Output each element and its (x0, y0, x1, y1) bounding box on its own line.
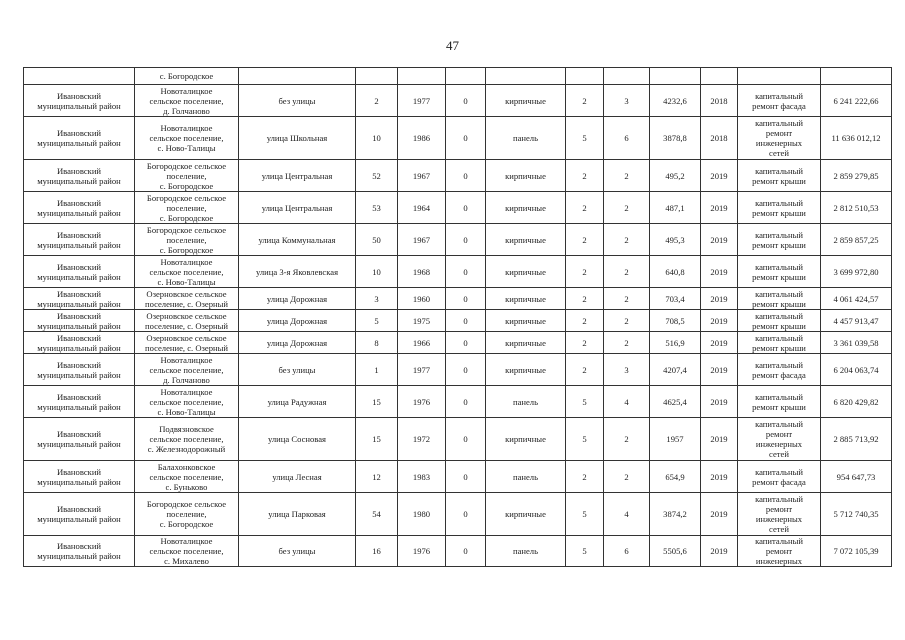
work-type-cell: капитальный ремонт инженерных сетей (738, 418, 821, 461)
cost-cell: 6 241 222,66 (821, 85, 892, 117)
cost-cell: 7 072 105,39 (821, 536, 892, 567)
wall-material-cell (486, 68, 566, 85)
plan-year-cell: 2019 (701, 224, 738, 256)
area-cell: 3874,2 (650, 493, 701, 536)
street-cell (239, 68, 356, 85)
work-type-cell: капитальный ремонт крыши (738, 332, 821, 354)
table-row (24, 310, 892, 332)
page-number: 47 (446, 38, 459, 53)
area-cell: 1957 (650, 418, 701, 461)
zero-value-cell: 0 (446, 256, 486, 288)
plan-year-cell: 2019 (701, 461, 738, 493)
build-year-cell: 1977 (398, 85, 446, 117)
entrances-cell: 2 (604, 418, 650, 461)
work-type-cell: капитальный ремонт инженерных (738, 536, 821, 567)
cost-cell: 6 820 429,82 (821, 386, 892, 418)
work-type-cell: капитальный ремонт фасада (738, 461, 821, 493)
plan-year-cell: 2019 (701, 536, 738, 567)
cost-cell: 4 457 913,47 (821, 310, 892, 332)
table-row (24, 224, 892, 256)
house-number-cell (356, 68, 398, 85)
house-number-cell: 10 (356, 256, 398, 288)
build-year-cell: 1972 (398, 418, 446, 461)
cost-cell: 6 204 063,74 (821, 354, 892, 386)
entrances-cell: 4 (604, 493, 650, 536)
work-type-cell: капитальный ремонт фасада (738, 85, 821, 117)
cost-cell: 2 812 510,53 (821, 192, 892, 224)
house-number-cell: 1 (356, 354, 398, 386)
build-year-cell: 1967 (398, 160, 446, 192)
zero-value-cell: 0 (446, 386, 486, 418)
house-number-cell: 52 (356, 160, 398, 192)
settlement-cell: Богородское сельское поселение, с. Богородское (135, 224, 239, 256)
entrances-cell: 2 (604, 288, 650, 310)
district-cell: Ивановский муниципальный район (24, 192, 135, 224)
district-cell: Ивановский муниципальный район (24, 536, 135, 567)
street-cell: без улицы (239, 536, 356, 567)
table-row (24, 192, 892, 224)
build-year-cell: 1980 (398, 493, 446, 536)
wall-material-cell: кирпичные (486, 493, 566, 536)
work-type-cell: капитальный ремонт крыши (738, 288, 821, 310)
wall-material-cell: панель (486, 461, 566, 493)
table-row (24, 256, 892, 288)
entrances-cell: 6 (604, 117, 650, 160)
house-number-cell: 3 (356, 288, 398, 310)
wall-material-cell: кирпичные (486, 256, 566, 288)
district-cell: Ивановский муниципальный район (24, 418, 135, 461)
floors-cell: 2 (566, 85, 604, 117)
street-cell: улица Школьная (239, 117, 356, 160)
area-cell: 640,8 (650, 256, 701, 288)
zero-value-cell: 0 (446, 418, 486, 461)
settlement-cell: Новоталицкое сельское поселение, с. Ново-Талицы (135, 256, 239, 288)
street-cell: улица Центральная (239, 192, 356, 224)
street-cell: без улицы (239, 354, 356, 386)
area-cell: 4207,4 (650, 354, 701, 386)
floors-cell: 2 (566, 332, 604, 354)
house-number-cell: 15 (356, 418, 398, 461)
table-row (24, 332, 892, 354)
plan-year-cell: 2019 (701, 354, 738, 386)
work-type-cell: капитальный ремонт крыши (738, 310, 821, 332)
zero-value-cell: 0 (446, 160, 486, 192)
district-cell: Ивановский муниципальный район (24, 256, 135, 288)
build-year-cell: 1986 (398, 117, 446, 160)
entrances-cell: 6 (604, 536, 650, 567)
street-cell: улица Коммунальная (239, 224, 356, 256)
house-number-cell: 15 (356, 386, 398, 418)
cost-cell (821, 68, 892, 85)
street-cell: улица Лесная (239, 461, 356, 493)
cost-cell: 954 647,73 (821, 461, 892, 493)
street-cell: улица 3-я Яковлевская (239, 256, 356, 288)
area-cell: 4232,6 (650, 85, 701, 117)
area-cell: 703,4 (650, 288, 701, 310)
floors-cell: 5 (566, 386, 604, 418)
zero-value-cell: 0 (446, 354, 486, 386)
plan-year-cell: 2019 (701, 386, 738, 418)
house-number-cell: 12 (356, 461, 398, 493)
build-year-cell: 1966 (398, 332, 446, 354)
wall-material-cell: кирпичные (486, 224, 566, 256)
table-row (24, 117, 892, 160)
zero-value-cell: 0 (446, 332, 486, 354)
plan-year-cell: 2019 (701, 332, 738, 354)
cost-cell: 2 859 857,25 (821, 224, 892, 256)
zero-value-cell: 0 (446, 117, 486, 160)
build-year-cell: 1976 (398, 536, 446, 567)
settlement-cell: Богородское сельское поселение, с. Богородское (135, 160, 239, 192)
work-type-cell: капитальный ремонт инженерных сетей (738, 493, 821, 536)
work-type-cell (738, 68, 821, 85)
plan-year-cell (701, 68, 738, 85)
area-cell: 4625,4 (650, 386, 701, 418)
table-row (24, 461, 892, 493)
work-type-cell: капитальный ремонт инженерных сетей (738, 117, 821, 160)
wall-material-cell: панель (486, 117, 566, 160)
settlement-cell: Озерновское сельское поселение, с. Озерный (135, 332, 239, 354)
house-number-cell: 2 (356, 85, 398, 117)
street-cell: улица Дорожная (239, 310, 356, 332)
cost-cell: 2 859 279,85 (821, 160, 892, 192)
house-number-cell: 54 (356, 493, 398, 536)
settlement-cell: Новоталицкое сельское поселение, д. Голчаново (135, 85, 239, 117)
district-cell: Ивановский муниципальный район (24, 288, 135, 310)
settlement-cell: Новоталицкое сельское поселение, с. Михалево (135, 536, 239, 567)
house-number-cell: 53 (356, 192, 398, 224)
plan-year-cell: 2018 (701, 85, 738, 117)
entrances-cell: 2 (604, 461, 650, 493)
entrances-cell: 4 (604, 386, 650, 418)
district-cell: Ивановский муниципальный район (24, 85, 135, 117)
settlement-cell: Новоталицкое сельское поселение, с. Ново-Талицы (135, 386, 239, 418)
floors-cell: 2 (566, 310, 604, 332)
wall-material-cell: кирпичные (486, 85, 566, 117)
street-cell: улица Дорожная (239, 288, 356, 310)
cost-cell: 3 699 972,80 (821, 256, 892, 288)
table-row (24, 386, 892, 418)
wall-material-cell: кирпичные (486, 160, 566, 192)
cost-cell: 2 885 713,92 (821, 418, 892, 461)
work-type-cell: капитальный ремонт крыши (738, 386, 821, 418)
work-type-cell: капитальный ремонт крыши (738, 192, 821, 224)
work-type-cell: капитальный ремонт крыши (738, 224, 821, 256)
district-cell: Ивановский муниципальный район (24, 117, 135, 160)
plan-year-cell: 2019 (701, 288, 738, 310)
plan-year-cell: 2018 (701, 117, 738, 160)
cost-cell: 11 636 012,12 (821, 117, 892, 160)
district-cell: Ивановский муниципальный район (24, 332, 135, 354)
street-cell: улица Сосновая (239, 418, 356, 461)
settlement-cell: Новоталицкое сельское поселение, с. Ново-Талицы (135, 117, 239, 160)
area-cell: 487,1 (650, 192, 701, 224)
floors-cell (566, 68, 604, 85)
street-cell: без улицы (239, 85, 356, 117)
house-number-cell: 10 (356, 117, 398, 160)
housing-repair-table (23, 67, 892, 567)
street-cell: улица Парковая (239, 493, 356, 536)
settlement-cell: Балахонковское сельское поселение, с. Буньково (135, 461, 239, 493)
entrances-cell: 2 (604, 224, 650, 256)
table-row (24, 85, 892, 117)
plan-year-cell: 2019 (701, 493, 738, 536)
area-cell (650, 68, 701, 85)
floors-cell: 5 (566, 493, 604, 536)
table-row (24, 160, 892, 192)
wall-material-cell: панель (486, 536, 566, 567)
district-cell: Ивановский муниципальный район (24, 386, 135, 418)
settlement-cell: Богородское сельское поселение, с. Богородское (135, 192, 239, 224)
house-number-cell: 16 (356, 536, 398, 567)
wall-material-cell: кирпичные (486, 288, 566, 310)
house-number-cell: 8 (356, 332, 398, 354)
build-year-cell: 1967 (398, 224, 446, 256)
plan-year-cell: 2019 (701, 160, 738, 192)
wall-material-cell: панель (486, 386, 566, 418)
work-type-cell: капитальный ремонт крыши (738, 256, 821, 288)
area-cell: 495,2 (650, 160, 701, 192)
area-cell: 708,5 (650, 310, 701, 332)
floors-cell: 5 (566, 117, 604, 160)
build-year-cell: 1960 (398, 288, 446, 310)
floors-cell: 2 (566, 192, 604, 224)
build-year-cell: 1983 (398, 461, 446, 493)
table-row (24, 418, 892, 461)
entrances-cell (604, 68, 650, 85)
table-row (24, 68, 892, 85)
wall-material-cell: кирпичные (486, 418, 566, 461)
entrances-cell: 2 (604, 256, 650, 288)
cost-cell: 5 712 740,35 (821, 493, 892, 536)
plan-year-cell: 2019 (701, 418, 738, 461)
table-row (24, 536, 892, 567)
house-number-cell: 5 (356, 310, 398, 332)
table-row (24, 288, 892, 310)
zero-value-cell: 0 (446, 536, 486, 567)
street-cell: улица Центральная (239, 160, 356, 192)
settlement-cell: Подвязновское сельское поселение, с. Железнодорожный (135, 418, 239, 461)
floors-cell: 5 (566, 418, 604, 461)
settlement-cell: Озерновское сельское поселение, с. Озерный (135, 310, 239, 332)
entrances-cell: 2 (604, 160, 650, 192)
district-cell: Ивановский муниципальный район (24, 310, 135, 332)
entrances-cell: 3 (604, 354, 650, 386)
settlement-cell: с. Богородское (135, 68, 239, 85)
zero-value-cell: 0 (446, 493, 486, 536)
district-cell: Ивановский муниципальный район (24, 493, 135, 536)
floors-cell: 2 (566, 160, 604, 192)
build-year-cell (398, 68, 446, 85)
cost-cell: 3 361 039,58 (821, 332, 892, 354)
zero-value-cell: 0 (446, 85, 486, 117)
entrances-cell: 2 (604, 310, 650, 332)
settlement-cell: Богородское сельское поселение, с. Богородское (135, 493, 239, 536)
table-body (24, 68, 892, 567)
build-year-cell: 1964 (398, 192, 446, 224)
build-year-cell: 1976 (398, 386, 446, 418)
area-cell: 495,3 (650, 224, 701, 256)
zero-value-cell: 0 (446, 461, 486, 493)
wall-material-cell: кирпичные (486, 354, 566, 386)
district-cell (24, 68, 135, 85)
zero-value-cell: 0 (446, 224, 486, 256)
zero-value-cell: 0 (446, 288, 486, 310)
work-type-cell: капитальный ремонт фасада (738, 354, 821, 386)
work-type-cell: капитальный ремонт крыши (738, 160, 821, 192)
street-cell: улица Дорожная (239, 332, 356, 354)
district-cell: Ивановский муниципальный район (24, 224, 135, 256)
floors-cell: 5 (566, 536, 604, 567)
floors-cell: 2 (566, 224, 604, 256)
floors-cell: 2 (566, 461, 604, 493)
house-number-cell: 50 (356, 224, 398, 256)
build-year-cell: 1968 (398, 256, 446, 288)
street-cell: улица Радужная (239, 386, 356, 418)
build-year-cell: 1977 (398, 354, 446, 386)
wall-material-cell: кирпичные (486, 192, 566, 224)
settlement-cell: Озерновское сельское поселение, с. Озерный (135, 288, 239, 310)
area-cell: 3878,8 (650, 117, 701, 160)
cost-cell: 4 061 424,57 (821, 288, 892, 310)
wall-material-cell: кирпичные (486, 310, 566, 332)
district-cell: Ивановский муниципальный район (24, 354, 135, 386)
floors-cell: 2 (566, 288, 604, 310)
zero-value-cell: 0 (446, 192, 486, 224)
area-cell: 516,9 (650, 332, 701, 354)
district-cell: Ивановский муниципальный район (24, 461, 135, 493)
floors-cell: 2 (566, 256, 604, 288)
entrances-cell: 2 (604, 332, 650, 354)
entrances-cell: 3 (604, 85, 650, 117)
plan-year-cell: 2019 (701, 310, 738, 332)
wall-material-cell: кирпичные (486, 332, 566, 354)
settlement-cell: Новоталицкое сельское поселение, д. Голчаново (135, 354, 239, 386)
zero-value-cell: 0 (446, 310, 486, 332)
table-row (24, 493, 892, 536)
area-cell: 5505,6 (650, 536, 701, 567)
zero-value-cell (446, 68, 486, 85)
plan-year-cell: 2019 (701, 256, 738, 288)
table-row (24, 354, 892, 386)
district-cell: Ивановский муниципальный район (24, 160, 135, 192)
area-cell: 654,9 (650, 461, 701, 493)
plan-year-cell: 2019 (701, 192, 738, 224)
build-year-cell: 1975 (398, 310, 446, 332)
floors-cell: 2 (566, 354, 604, 386)
entrances-cell: 2 (604, 192, 650, 224)
